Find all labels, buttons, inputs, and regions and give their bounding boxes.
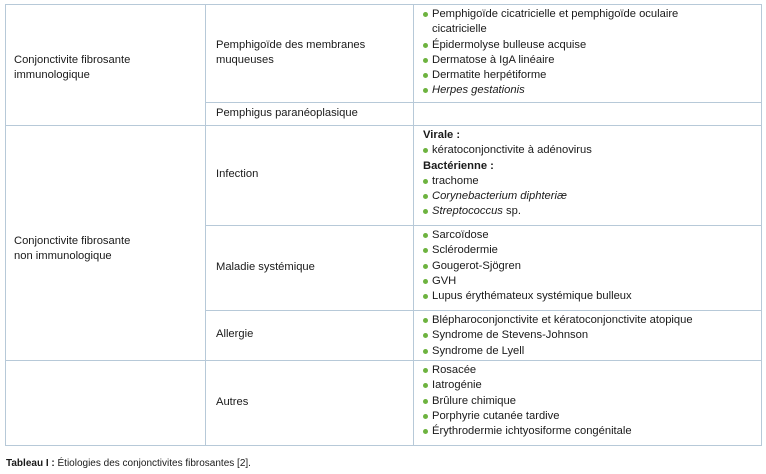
category-label-line: Maladie systémique xyxy=(216,260,315,273)
list-item xyxy=(423,68,678,83)
group-divider-2 xyxy=(5,360,762,361)
bullet-icon xyxy=(423,73,428,78)
bullet-icon xyxy=(423,383,428,388)
group-label-line: non immunologique xyxy=(14,250,112,263)
list-item xyxy=(423,424,632,439)
list-item xyxy=(423,53,678,68)
row-divider-2 xyxy=(205,225,762,226)
list-item-text: Iatrogénie xyxy=(432,379,482,392)
table-border-left xyxy=(5,4,6,445)
list-item xyxy=(423,378,632,393)
bullet-icon xyxy=(423,414,428,419)
caption-label: Tableau I : xyxy=(6,458,55,469)
item-list xyxy=(423,363,632,439)
group-divider-1 xyxy=(5,125,762,126)
caption-text: Étiologies des conjonctivites fibrosantes [2]. xyxy=(54,458,251,469)
list-item-text: cicatricielle xyxy=(432,23,487,36)
bullet-icon xyxy=(423,58,428,63)
list-item-text: Épidermolyse bulleuse acquise xyxy=(432,38,587,51)
item-list xyxy=(423,128,592,220)
category-label-line: Autres xyxy=(216,395,249,408)
list-item xyxy=(423,363,632,378)
group-label-line: Conjonctivite fibrosante xyxy=(14,235,131,247)
bullet-icon xyxy=(423,318,428,323)
category-label xyxy=(216,260,315,275)
table-caption xyxy=(6,457,251,470)
list-item-text: Lupus érythémateux systémique bulleux xyxy=(432,290,632,303)
category-label xyxy=(216,38,365,69)
bullet-icon xyxy=(423,294,428,299)
table-border-bottom xyxy=(5,445,762,446)
item-list xyxy=(423,313,693,359)
bullet-icon xyxy=(423,233,428,238)
list-item xyxy=(423,228,632,243)
group-label xyxy=(14,234,130,265)
list-item xyxy=(423,259,632,274)
bullet-icon xyxy=(423,349,428,354)
bullet-icon xyxy=(423,148,428,153)
list-item-text: Syndrome de Lyell xyxy=(432,344,525,357)
bullet-icon xyxy=(423,12,428,17)
list-item-text: Streptococcus xyxy=(432,205,503,218)
list-item xyxy=(423,204,592,219)
list-item xyxy=(423,394,632,409)
list-item-text: Érythrodermie ichtyosiforme congénitale xyxy=(432,425,632,438)
list-item xyxy=(423,143,592,158)
item-list xyxy=(423,7,678,99)
item-list xyxy=(423,228,632,304)
list-item-suffix: sp. xyxy=(502,205,521,218)
list-item-text: Brûlure chimique xyxy=(432,394,516,407)
list-item xyxy=(423,7,678,38)
row-divider-1 xyxy=(205,102,762,103)
list-item xyxy=(423,274,632,289)
list-item-text: Sclérodermie xyxy=(432,244,498,257)
list-item-text: Dermatite herpétiforme xyxy=(432,69,547,82)
category-label xyxy=(216,395,248,410)
list-item xyxy=(423,189,592,204)
item-heading: Virale : xyxy=(423,129,461,141)
bullet-icon xyxy=(423,43,428,48)
category-label-line: Allergie xyxy=(216,328,254,341)
list-item-text: Herpes gestationis xyxy=(432,84,525,97)
bullet-icon xyxy=(423,429,428,434)
list-item-text: Porphyrie cutanée tardive xyxy=(432,409,560,422)
group-label-line: Conjonctivite fibrosante xyxy=(14,54,131,66)
list-item xyxy=(423,243,632,258)
bullet-icon xyxy=(423,88,428,93)
list-item xyxy=(423,344,693,359)
list-item-text: Dermatose à IgA linéaire xyxy=(432,53,555,66)
category-label xyxy=(216,327,253,342)
category-label-line: Pemphigus paranéoplasique xyxy=(216,106,358,119)
bullet-icon xyxy=(423,368,428,373)
bullet-icon xyxy=(423,333,428,338)
bullet-icon xyxy=(423,194,428,199)
list-item xyxy=(423,313,693,328)
list-item xyxy=(423,409,632,424)
category-label xyxy=(216,167,258,182)
bullet-icon xyxy=(423,279,428,284)
list-item-text: Blépharoconjonctivite et kératoconjonctivite atopique xyxy=(432,314,693,326)
bullet-icon xyxy=(423,179,428,184)
list-item xyxy=(423,38,678,53)
bullet-icon xyxy=(423,209,428,214)
item-heading: Bactérienne : xyxy=(423,159,494,172)
category-label-line: Infection xyxy=(216,168,259,181)
list-item-text: trachome xyxy=(432,174,479,187)
category-label xyxy=(216,106,358,121)
table-border-top xyxy=(5,4,762,5)
list-item-text: kératoconjonctivite à adénovirus xyxy=(432,144,592,157)
list-item xyxy=(423,328,693,343)
bullet-icon xyxy=(423,248,428,253)
list-item xyxy=(423,174,592,189)
list-item-text: Rosacée xyxy=(432,364,477,376)
list-item-text: Pemphigoïde cicatricielle et pemphigoïde oculaire xyxy=(432,8,679,20)
category-label-line: Pemphigoïde des membranes xyxy=(216,38,366,51)
list-item xyxy=(423,289,632,304)
bullet-icon xyxy=(423,399,428,404)
row-divider-3 xyxy=(205,310,762,311)
list-item xyxy=(423,83,678,98)
bullet-icon xyxy=(423,264,428,269)
list-item-text: Syndrome de Stevens-Johnson xyxy=(432,329,589,342)
list-item-text: GVH xyxy=(432,274,457,287)
category-label-line: muqueuses xyxy=(216,53,274,66)
group-label-line: immunologique xyxy=(14,69,90,82)
list-item-text: Sarcoïdose xyxy=(432,229,489,241)
group-label xyxy=(14,53,130,84)
list-item-text: Gougerot-Sjögren xyxy=(432,259,521,272)
etiology-table xyxy=(5,4,762,445)
list-item-text: Corynebacterium diphteriæ xyxy=(432,190,567,203)
